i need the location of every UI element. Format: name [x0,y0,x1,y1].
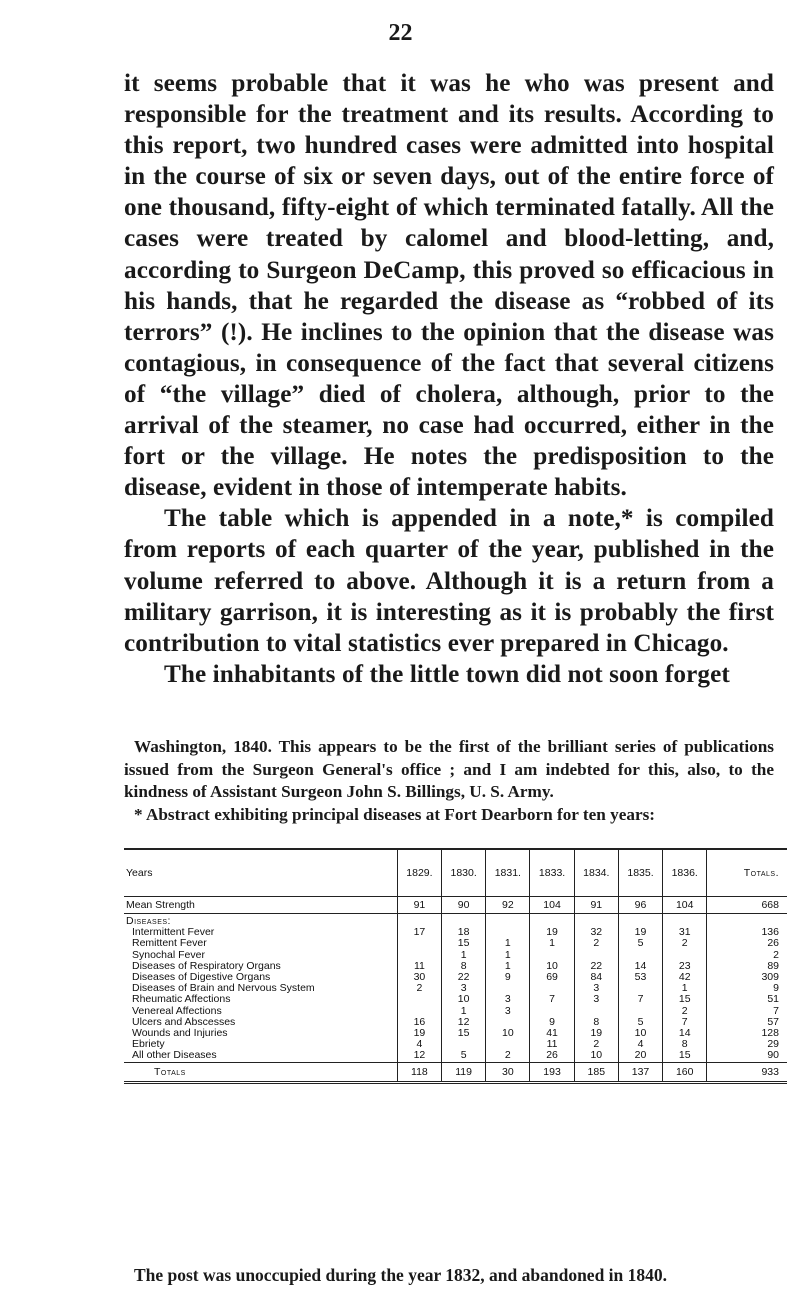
table-cell: 84 [574,972,618,983]
body-text [124,68,774,690]
table-cell: 15 [663,994,707,1005]
table-cell: 91 [397,897,441,914]
table-cell: 26 [530,1050,574,1062]
table-cell: 2 [663,1006,707,1017]
table-cell: 136 [707,927,787,938]
table-cell: 26 [707,938,787,949]
table-cell: 14 [618,961,662,972]
year-header: 1831. [486,849,530,897]
table-row [124,994,787,1005]
table-cell: 15 [442,1028,486,1039]
table-cell: 22 [574,961,618,972]
paragraph: The table which is appended in a note,* is compiled from reports of each quarter of the year, published in the volume referred to above. Although it is a return from a military garrison, it is interesting as it is probably the first contribution to vital statistics ever prepared in Chicago. [124,505,774,657]
footnote-paragraph: Washington, 1840. This appears to be the first of the brilliant series of publications issued from the Surgeon General's office ; and I am indebted for this, also, to the kindness of Assistant Surgeon John S. Billings, U. S. Army. [124,737,774,801]
paragraph: it seems probable that it was he who was present and responsible for the treatment and its results. According to this report, two hundred cases were admitted into hospital in the course of six or seven days, out of the entire force of one thousand, fifty-eight of which terminated fatally. All the cases were treated by calomel and blood-letting, and, according to Surgeon DeCamp, this proved so efficacious in his hands, that he regarded the disease as “robbed of its terrors” (!). He inclines to the opinion that the disease was contagious, in consequence of the fact that several citizens of “the village” died of cholera, although, prior to the arrival of the steamer, no case had occurred, either in the fort or the village. He notes the predisposition to the disease, evident in those of intemperate habits. [124,70,774,502]
table-header-row [124,849,787,897]
disease-label: Diseases of Brain and Nervous System [132,983,315,995]
table-cell [397,938,441,949]
table-cell: 1 [663,983,707,994]
table-cell: 9 [707,983,787,994]
footnote-paragraph: * Abstract exhibiting principal diseases at Fort Dearborn for ten years: [134,804,655,824]
table-cell: 57 [707,1017,787,1028]
disease-label: Diseases of Respiratory Organs [132,960,281,972]
disease-label: Synochal Fever [132,949,205,961]
year-header: 1829. [397,849,441,897]
year-header: 1834. [574,849,618,897]
disease-label: Diseases of Digestive Organs [132,972,271,984]
table-cell: 3 [574,994,618,1005]
table-cell: 89 [707,961,787,972]
footnote [124,736,774,826]
table-cell: 12 [442,1017,486,1028]
table-cell: 23 [663,961,707,972]
table-cell: 7 [530,994,574,1005]
table-cell: 1 [442,950,486,961]
table-cell: 51 [707,994,787,1005]
table-cell: 19 [397,1028,441,1039]
disease-label: Remittent Fever [132,938,207,950]
table-cell: 193 [530,1062,574,1082]
table-cell: 1 [530,938,574,949]
table-cell: 18 [442,927,486,938]
years-label: Years [124,849,397,897]
mean-strength-row [124,897,787,914]
table-cell: 10 [486,1028,530,1039]
year-header: 1836. [663,849,707,897]
table-cell: 128 [707,1028,787,1039]
closing-line: The post was unoccupied during the year 1832, and abandoned in 1840. [133,1265,668,1285]
table-cell: 5 [618,938,662,949]
table-cell: 91 [574,897,618,914]
table-cell: 118 [397,1062,441,1082]
table-cell: 3 [486,1006,530,1017]
table-cell [397,994,441,1005]
table-cell: 185 [574,1062,618,1082]
disease-label: Ebriety [132,1039,165,1051]
table-row [124,938,787,949]
table-row [124,1050,787,1062]
table-cell: 104 [663,897,707,914]
totals-label: Totals [124,1062,397,1082]
table-cell: 30 [397,972,441,983]
paragraph: The inhabitants of the little town did not soon forget [164,660,730,688]
table-cell: 9 [530,1017,574,1028]
table-cell: 30 [486,1062,530,1082]
table-cell: 668 [707,897,787,914]
table-cell: 3 [442,983,486,994]
table-cell: 2 [574,938,618,949]
table-cell: 11 [397,961,441,972]
table-cell: 3 [486,994,530,1005]
table-cell: 96 [618,897,662,914]
disease-label: Intermittent Fever [132,927,215,939]
table-cell: 5 [618,1017,662,1028]
table-cell: 5 [442,1050,486,1062]
table-cell: 7 [618,994,662,1005]
table-cell: 10 [618,1028,662,1039]
table-cell: 53 [618,972,662,983]
table-cell: 309 [707,972,787,983]
table-cell: 2 [397,983,441,994]
table-cell: 69 [530,972,574,983]
table-cell: 3 [574,983,618,994]
table-cell: 9 [486,972,530,983]
table-cell: 92 [486,897,530,914]
table-cell: 41 [530,1028,574,1039]
table-cell: 19 [574,1028,618,1039]
table-cell: 1 [486,950,530,961]
disease-table [124,848,787,1084]
year-header: 1833. [530,849,574,897]
table-cell: 22 [442,972,486,983]
table-cell: 2 [663,938,707,949]
table-cell: 7 [663,1017,707,1028]
table-cell: 14 [663,1028,707,1039]
table-cell: 17 [397,927,441,938]
table-cell: 137 [618,1062,662,1082]
table-cell: 15 [442,938,486,949]
totals-row [124,1062,787,1082]
diseases-heading: Diseases: [126,915,171,927]
table-cell: 2 [707,950,787,961]
table-cell: 4 [397,1039,441,1050]
table-cell: 7 [707,1006,787,1017]
table-cell: 8 [663,1039,707,1050]
table-cell: 90 [442,897,486,914]
disease-label: Rheumatic Affections [132,994,231,1006]
table-cell: 1 [486,938,530,949]
table-cell: 119 [442,1062,486,1082]
table-cell: 31 [663,927,707,938]
table-cell: 8 [442,961,486,972]
table-cell: 10 [530,961,574,972]
year-header: 1835. [618,849,662,897]
table-cell: 19 [618,927,662,938]
table-cell: 4 [618,1039,662,1050]
table-cell: 104 [530,897,574,914]
table-cell: 2 [574,1039,618,1050]
disease-label: All other Diseases [132,1050,217,1062]
mean-strength-label: Mean Strength [124,897,397,914]
table-cell: 19 [530,927,574,938]
disease-label: Ulcers and Abscesses [132,1016,236,1028]
table-cell: 15 [663,1050,707,1062]
table-cell: 16 [397,1017,441,1028]
table-cell: 8 [574,1017,618,1028]
diseases-heading-row [124,914,787,928]
table-cell: 11 [530,1039,574,1050]
disease-label: Venereal Affections [132,1005,222,1017]
table-cell: 2 [486,1050,530,1062]
table-cell: 32 [574,927,618,938]
table-cell: 1 [442,1006,486,1017]
disease-label: Wounds and Injuries [132,1028,228,1040]
page-number: 22 [388,20,413,46]
table-cell: 933 [707,1062,787,1082]
table-cell: 42 [663,972,707,983]
totals-header: Totals. [707,849,787,897]
table-cell: 29 [707,1039,787,1050]
table-cell: 12 [397,1050,441,1062]
year-header: 1830. [442,849,486,897]
table-cell: 10 [574,1050,618,1062]
table-cell: 1 [486,961,530,972]
table-cell: 160 [663,1062,707,1082]
table-cell: 10 [442,994,486,1005]
table-cell: 90 [707,1050,787,1062]
table-cell: 20 [618,1050,662,1062]
